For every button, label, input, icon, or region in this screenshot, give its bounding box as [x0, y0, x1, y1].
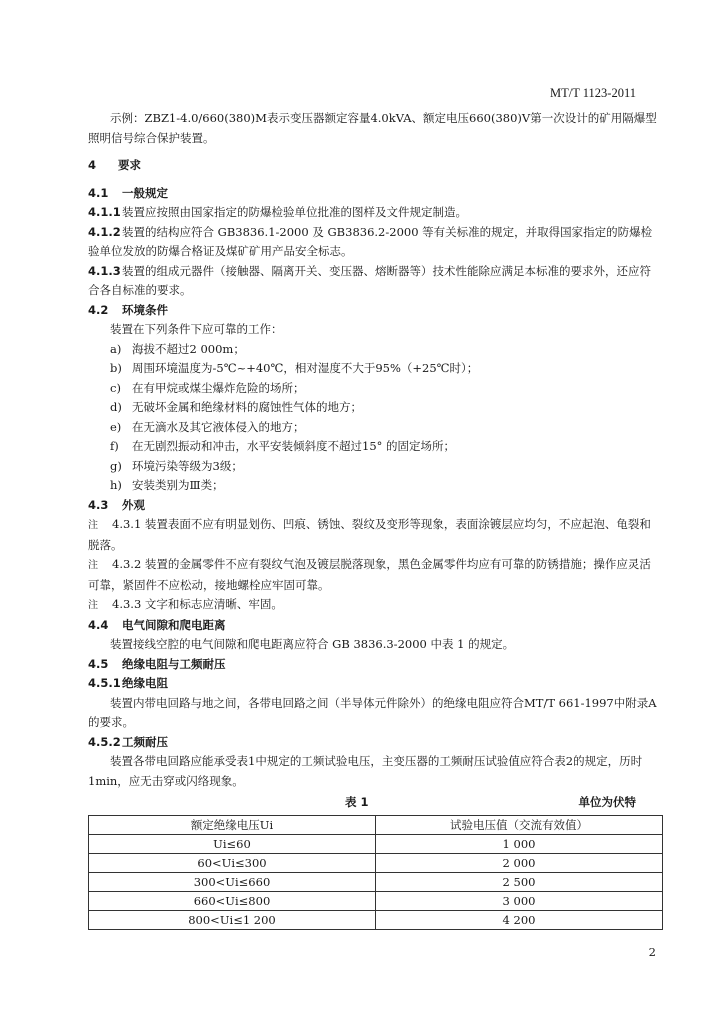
env-item-text: 无破坏金属和绝缘材料的腐蚀性气体的地方； — [132, 400, 362, 414]
note-text: 4.3.3 文字和标志应清晰、牢固。 — [112, 597, 283, 611]
env-item-text: 环境污染等级为3级； — [132, 458, 243, 473]
table-row — [89, 872, 663, 891]
env-item-text: 在无剧烈振动和冲击，水平安装倾斜度不超过15° 的固定场所； — [132, 439, 456, 453]
env-item — [88, 398, 662, 418]
env-item-text: 周围环境温度为-5℃~+40℃，相对湿度不大于95%（+25℃时）； — [132, 361, 479, 375]
table-row — [89, 891, 663, 910]
section-title: 一般规定 — [122, 185, 168, 200]
env-item-mark: e) — [110, 419, 122, 434]
env-item — [88, 457, 662, 477]
env-item-mark: b) — [110, 361, 122, 375]
section-number: 4.4 — [88, 617, 109, 632]
table-row — [89, 834, 663, 853]
clause-4-5-1-text: 装置内带电回路与地之间，各带电回路之间（半导体元件除外）的绝缘电阻应符合MT/T 661-1997中附录A的要求。 — [88, 695, 657, 729]
note-mark: 注 — [88, 560, 98, 571]
section-title: 外观 — [122, 497, 145, 512]
clause-4-1-3 — [88, 262, 662, 301]
env-item-mark: a) — [110, 341, 122, 356]
env-item — [88, 476, 662, 496]
section-title: 电气间隙和爬电距离 — [122, 617, 226, 632]
section-4-2-heading — [88, 301, 662, 321]
standard-code: MT/T 1123-2011 — [550, 86, 636, 100]
table-row — [89, 910, 663, 929]
clause-text: 装置的组成元器件（接触器、隔离开关、变压器、熔断器等）技术性能除应满足本标准的要求外，还应符合各自标准的要求。 — [88, 263, 651, 297]
section-number: 4.2 — [88, 302, 109, 317]
section-title: 绝缘电阻 — [122, 676, 168, 690]
env-list — [88, 340, 662, 496]
table-cell: 2 500 — [376, 872, 663, 891]
clause-number: 4.1.3 — [88, 263, 121, 278]
section-title: 绝缘电阻与工频耐压 — [122, 656, 226, 671]
clause-number: 4.1.1 — [88, 205, 121, 219]
note-item — [88, 595, 662, 616]
table-cell: 1 000 — [376, 834, 663, 853]
clause-4-5-2-text: 装置各带电回路应能承受表1中规定的工频试验电压，主变压器的工频耐压试验值应符合表2的规定，历时1min，应无击穿或闪络现象。 — [88, 754, 643, 788]
section-number: 4.5.2 — [88, 734, 121, 749]
table-cell: 3 000 — [376, 891, 663, 910]
section-4-heading — [88, 156, 662, 176]
table-caption-row — [88, 793, 662, 813]
table-unit: 单位为伏特 — [578, 795, 636, 809]
section-number: 4.5.1 — [88, 676, 121, 690]
clause-text: 装置应按照由国家指定的防爆检验单位批准的图样及文件规定制造。 — [122, 205, 467, 219]
clause-4-1-1 — [88, 203, 662, 223]
section-number: 4.1 — [88, 185, 109, 200]
section-4-3-heading — [88, 496, 662, 516]
table-header-cell: 试验电压值（交流有效值） — [376, 815, 663, 834]
section-number: 4.5 — [88, 656, 109, 671]
table-header-row — [89, 815, 663, 834]
clause-number: 4.1.2 — [88, 224, 121, 239]
note-item — [88, 515, 662, 555]
note-mark: 注 — [88, 600, 98, 611]
section-4-4-heading — [88, 616, 662, 636]
env-item-mark: g) — [110, 458, 122, 473]
env-item — [88, 340, 662, 360]
table-header-cell: 额定绝缘电压Ui — [89, 815, 376, 834]
env-item — [88, 379, 662, 399]
env-item — [88, 359, 662, 379]
clause-text: 装置的结构应符合 GB3836.1-2000 及 GB3836.2-2000 等有关标准的规定，并取得国家指定的防爆检验单位发放的防爆合格证及煤矿矿用产品安全标志。 — [88, 224, 653, 258]
env-item-mark: d) — [110, 400, 122, 414]
section-4-5-heading — [88, 655, 662, 675]
env-item-mark: c) — [110, 380, 121, 395]
table-cell: 4 200 — [376, 910, 663, 929]
env-item — [88, 437, 662, 457]
env-item-text: 在无滴水及其它液体侵入的地方； — [132, 419, 305, 434]
env-item-text: 安装类别为Ⅲ类； — [132, 478, 224, 492]
note-text: 4.3.1 装置表面不应有明显划伤、凹痕、锈蚀、裂纹及变形等现象，表面涂镀层应均匀，不应起泡、龟裂和脱落。 — [88, 517, 651, 552]
table-cell: 300<Ui≤660 — [89, 872, 376, 891]
table-body — [89, 815, 663, 929]
table-caption: 表 1 — [345, 795, 369, 809]
example-paragraph: 示例：ZBZ1-4.0/660(380)M表示变压器额定容量4.0kVA、额定电压660(380)V第一次设计的矿用隔爆型照明信号综合保护装置。 — [88, 111, 657, 145]
note-text: 4.3.2 装置的金属零件不应有裂纹气泡及镀层脱落现象，黑色金属零件均应有可靠的防锈措施；操作应灵活可靠，紧固件不应松动，接地螺栓应牢固可靠。 — [88, 557, 651, 592]
section-title: 要求 — [118, 158, 141, 172]
table-cell: 800<Ui≤1 200 — [89, 910, 376, 929]
env-item-mark: h) — [110, 478, 122, 492]
clause-4-4-text: 装置接线空腔的电气间隙和爬电距离应符合 GB 3836.3-2000 中表 1 的规定。 — [110, 637, 515, 651]
voltage-table — [88, 815, 663, 930]
env-item — [88, 418, 662, 438]
clause-4-1-2 — [88, 223, 662, 262]
note-mark: 注 — [88, 520, 98, 531]
page-number: 2 — [648, 945, 656, 959]
env-item-text: 在有甲烷或煤尘爆炸危险的场所； — [132, 380, 305, 395]
notes-list — [88, 515, 662, 616]
table-cell: Ui≤60 — [89, 834, 376, 853]
env-intro: 装置在下列条件下应可靠的工作： — [110, 322, 283, 336]
env-item-text: 海拔不超过2 000m； — [132, 341, 245, 356]
section-title: 环境条件 — [122, 302, 168, 317]
section-4-5-2-heading — [88, 733, 662, 753]
env-item-mark: f) — [110, 439, 119, 453]
document-body — [88, 109, 662, 930]
section-number: 4.3 — [88, 497, 109, 512]
table-cell: 660<Ui≤800 — [89, 891, 376, 910]
note-item — [88, 555, 662, 595]
section-title: 工频耐压 — [122, 734, 168, 749]
section-4-5-1-heading — [88, 674, 662, 694]
section-4-1-heading — [88, 184, 662, 204]
table-cell: 2 000 — [376, 853, 663, 872]
table-row — [89, 853, 663, 872]
section-number: 4 — [88, 158, 97, 172]
table-cell: 60<Ui≤300 — [89, 853, 376, 872]
